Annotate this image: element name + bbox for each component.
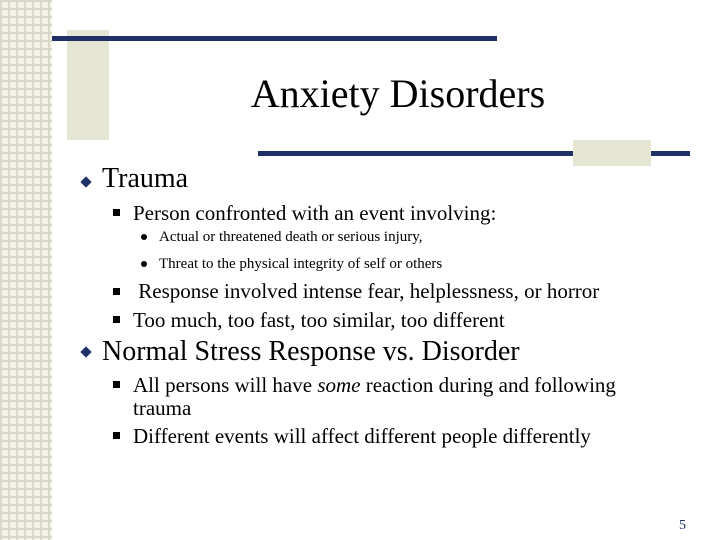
trauma-subitem-1: Actual or threatened death or serious injury, <box>159 229 423 245</box>
normal-item-1 <box>133 373 616 397</box>
trauma-heading: Trauma <box>102 163 189 194</box>
slide-title: Anxiety Disorders <box>250 71 546 116</box>
normal-item-1-suffix: reaction during and following <box>360 373 616 397</box>
normal-item-1-prefix: All persons will have <box>133 373 318 397</box>
square-bullet-icon <box>113 209 120 216</box>
trauma-item-3: Too much, too fast, too similar, too different <box>133 308 505 332</box>
trauma-item-2: Response involved intense fear, helplessness, or horror <box>133 279 600 303</box>
trauma-item-1: Person confronted with an event involving: <box>133 201 497 225</box>
page-number: 5 <box>679 518 686 533</box>
diamond-bullet-icon <box>80 176 91 187</box>
square-bullet-icon <box>113 432 120 439</box>
square-bullet-icon <box>113 316 120 323</box>
dot-bullet-icon <box>141 261 147 267</box>
normal-item-1-line-2: trauma <box>133 396 192 420</box>
trauma-subitem-2: Threat to the physical integrity of self or others <box>159 256 443 272</box>
normal-stress-heading: Normal Stress Response vs. Disorder <box>102 336 520 367</box>
square-bullet-icon <box>113 288 120 295</box>
dot-bullet-icon <box>141 234 147 240</box>
normal-item-1-emphasis: some <box>317 373 361 397</box>
normal-item-2: Different events will affect different people differently <box>133 424 591 448</box>
diamond-bullet-icon <box>80 346 91 357</box>
square-bullet-icon <box>113 381 120 388</box>
